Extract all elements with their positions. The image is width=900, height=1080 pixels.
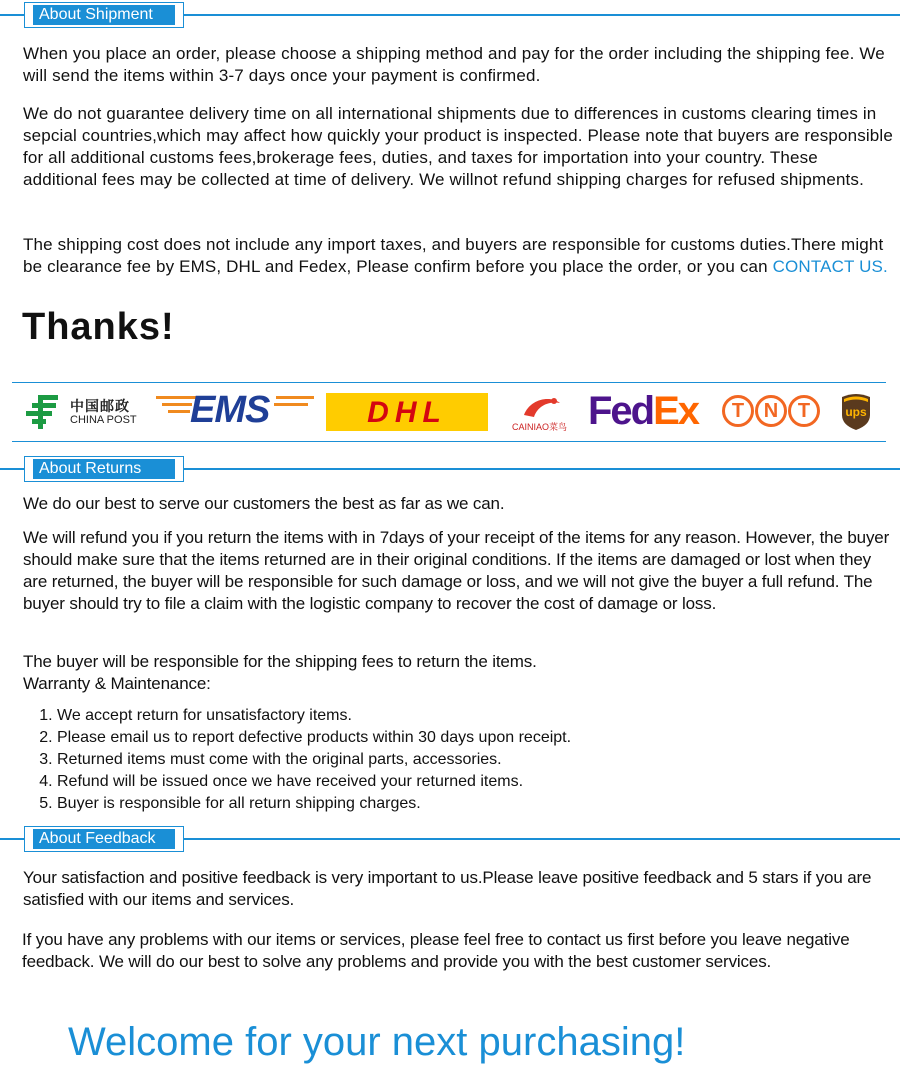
welcome-message: Welcome for your next purchasing! [68,1020,686,1064]
cainiao-label: CAINIAO菜鸟 [512,422,568,432]
feedback-paragraph-2: If you have any problems with our items or services, please feel free to contact us first before you leave negative feedback. We will do our best to solve any problems and provide you with the best customer services. [22,930,850,971]
ups-wordmark: ups [845,405,867,419]
tnt-letter-t2: T [788,395,820,427]
ems-logo [156,389,316,431]
section-tab [24,2,184,28]
section-header-shipment [0,0,900,28]
carrier-logos-strip [12,382,886,442]
ups-logo [840,393,872,431]
tnt-letter-n: N [755,395,787,427]
section-title: About Feedback [33,829,175,849]
feedback-paragraph-1: Your satisfaction and positive feedback is very important to us.Please leave positive feedback and 5 stars if you are satisfied with our items and services. [23,868,872,909]
tnt-letter-t1: T [722,395,754,427]
shipment-paragraph-2: We do not guarantee delivery time on all international shipments due to differences in customs clearing times in sepcial countries,which may affect how quickly your product is inspected. Please note that buyers are responsible for all additional customs fees,brokerage fees, duties, and taxes for importation into your country. These additional fees may be collected at time of delivery. We willnot refund shipping charges for refused shipments. [23,104,893,189]
china-post-emblem-icon [24,393,64,431]
shipment-paragraph-3 [23,234,895,278]
shipment-paragraph-1: When you place an order, please choose a shipping method and pay for the order including the shipping fee. We will send the items within 3-7 days once your payment is confirmed. [23,44,885,85]
section-header-feedback [0,824,900,852]
warranty-list [13,705,571,815]
fedex-ex-text: Ex [653,389,699,433]
ems-wordmark: EMS [190,389,270,431]
list-item: 1. We accept return for unsatisfactory items. [57,705,571,727]
contact-us-link[interactable]: CONTACT US. [772,257,888,276]
fedex-logo [588,389,716,433]
list-item: 2. Please email us to report defective products within 30 days upon receipt. [57,727,571,749]
list-item: 4. Refund will be issued once we have received your returned items. [57,771,571,793]
china-post-cn-label: 中国邮政 [70,398,130,414]
returns-shipping-fee-line: The buyer will be responsible for the shipping fees to return the items. [23,652,537,671]
section-title: About Shipment [33,5,175,25]
cainiao-logo [512,393,574,431]
section-tab [24,826,184,852]
warranty-heading: Warranty & Maintenance: [23,674,211,693]
tnt-logo [722,393,822,431]
section-title: About Returns [33,459,175,479]
section-header-returns [0,454,900,482]
china-post-logo [24,393,159,431]
china-post-en-label: CHINA POST [70,414,137,426]
returns-paragraph-3 [23,651,895,695]
cainiao-bird-icon [520,393,564,421]
list-item: 3. Returned items must come with the original parts, accessories. [57,749,571,771]
list-item: 5. Buyer is responsible for all return shipping charges. [57,793,571,815]
returns-paragraph-2: We will refund you if you return the items with in 7days of your receipt of the items for any reason. However, the buyer should make sure that the items returned are in their original conditions. If the items are damaged or lost when they are returned, the buyer will be responsible for such damage or loss, and we will not give the buyer a full refund. The buyer should try to file a claim with the logistic company to recover the cost of damage or loss. [23,528,890,613]
thanks-heading: Thanks! [22,306,175,348]
returns-paragraph-1: We do our best to serve our customers the best as far as we can. [23,494,505,513]
dhl-wordmark: DHL [367,396,447,429]
section-tab [24,456,184,482]
dhl-logo [326,393,488,431]
shipment-paragraph-3-text: The shipping cost does not include any import taxes, and buyers are responsible for customs duties.There might be clearance fee by EMS, DHL and Fedex, Please confirm before you place the order, or you can [23,235,884,276]
fedex-fed-text: Fed [588,389,654,433]
